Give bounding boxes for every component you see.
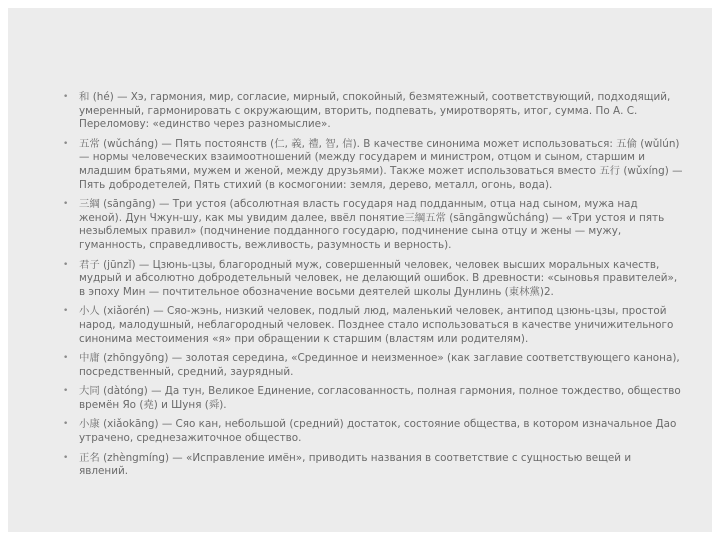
bullet-item [63, 352, 683, 379]
bullet-dot-icon: • [63, 419, 69, 430]
bullet-dot-icon: • [63, 199, 69, 210]
bullet-dot-icon: • [63, 353, 69, 364]
bullet-text: 五常 (wǔcháng) — Пять постоянств (仁, 義, 禮, 智, 信). В качестве синонима может использоваться: 五倫 (wǔlún) — нормы человеческих взаимоотношений (между государем и министром, отцом и сыном, старшим и младшим братьями, мужем и женой, между друзьями). Также может использоваться вместо 五行 (wǔxíng) — Пять добродетелей, Пять стихий (в космогонии: земля, дерево, металл, огонь, вода). [79, 137, 683, 191]
bullet-text: 三綱 (sāngāng) — Три устоя (абсолютная власть государя над подданным, отца над сыном, мужа над женой). Дун Чжун-шу, как мы увидим далее, ввёл понятие三綱五常 (sāngāngwǔcháng) — «Три устоя и пять незыблемых правил» (подчинение подданного государю, подчинение сына отцу и жены — мужу, гуманность, справедливость, вежливость, разумность и верность). [79, 198, 665, 251]
bullet-text: 和 (hé) — Хэ, гармония, мир, согласие, мирный, спокойный, безмятежный, соответствующий, подходящий, умеренный, гармонировать с окружающим, вторить, подпевать, умиротворять, итог, сумма. По А. С. Переломову: «единство через разномыслие». [79, 91, 671, 131]
bullet-dot-icon: • [63, 92, 69, 102]
bullet-item [63, 385, 683, 412]
bullet-item [63, 198, 683, 252]
bullet-item [63, 305, 683, 346]
bullet-text: 君子 (jūnzǐ) — Цзюнь-цзы, благородный муж, совершенный человек, человек высших моральных качеств, мудрый и абсолютно добродетельный человек, не делающий ошибок. В древности: «сыновья правителей», в эпоху Мин — почтительное обозначение восьми деятелей школы Дунлинь (東林黨)2. [79, 258, 678, 298]
bullet-text: 小康 (xiǎokāng) — Сяо кан, небольшой (средний) достаток, состояние общества, в котором изначальное Дао утрачено, среднезажиточное общество. [79, 418, 677, 445]
bullet-dot-icon: • [63, 306, 69, 317]
bullet-text: 大同 (dàtóng) — Да тун, Великое Единение, согласованность, полная гармония, полное тождество, общество времён Яо (堯) и Шуня (舜). [79, 385, 681, 411]
bullet-dot-icon: • [63, 452, 69, 463]
bullet-item [63, 138, 683, 192]
bullet-item [63, 452, 683, 479]
bullet-item [63, 418, 683, 445]
bullet-dot-icon: • [63, 138, 69, 149]
bullet-text: 小人 (xiǎorén) — Сяо-жэнь, низкий человек, подлый люд, маленький человек, антипод цзюнь-цзы, простой народ, малодушный, неблагородный человек. Позднее стало использоваться в качестве уничижительного синонима местоимения «я» при обращении к старшим (властям или родителям). [79, 305, 674, 345]
bullet-dot-icon: • [63, 259, 69, 270]
bullet-text: 中庸 (zhōngyōng) — золотая середина, «Срединное и неизменное» (как заглавие соответствующего канона), посредственный, средний, заурядный. [79, 352, 680, 378]
bullet-item [63, 259, 683, 300]
bullet-list [63, 91, 683, 485]
bullet-item [63, 91, 683, 132]
bullet-text: 正名 (zhèngmíng) — «Исправление имён», приводить названия в соответствие с сущностью вещей и явлений. [79, 451, 632, 478]
slide [8, 8, 712, 532]
bullet-dot-icon: • [63, 386, 69, 397]
